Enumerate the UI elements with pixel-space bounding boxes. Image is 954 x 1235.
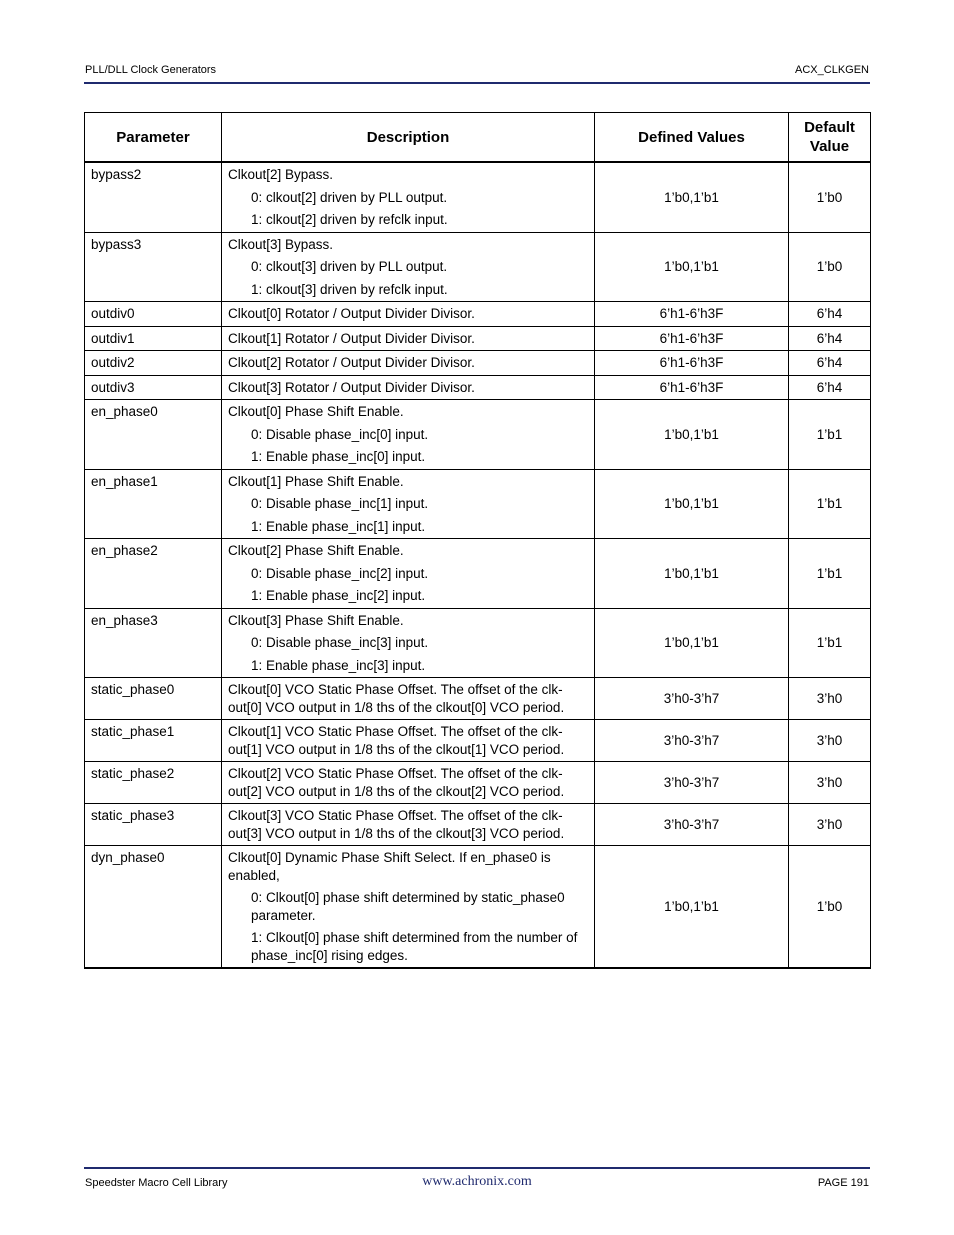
column-header-default-value: Default Value: [789, 113, 871, 163]
table-row: [85, 351, 871, 376]
parameter-name-cell: en_phase2: [85, 539, 222, 609]
defined-values-cell: 1’b0,1’b1: [595, 232, 789, 302]
description-cell: [222, 608, 595, 678]
description-option: 0: Clkout[0] phase shift determined by static_phase0 parameter.: [251, 890, 565, 923]
description-text: Clkout[3] VCO Static Phase Offset. The offset of the clk-out[3] VCO output in 1/8 ths of the clkout[3] VCO period.: [228, 808, 565, 841]
default-value-cell: 6’h4: [789, 375, 871, 400]
description-option: 1: Enable phase_inc[2] input.: [251, 588, 426, 603]
table-row: [85, 608, 871, 678]
table-body: [85, 162, 871, 968]
description-cell: [222, 375, 595, 400]
description-text: Clkout[3] Phase Shift Enable.: [228, 612, 404, 628]
table-row: [85, 804, 871, 846]
footer-rule: [84, 1167, 870, 1169]
table-row: [85, 469, 871, 539]
default-value-cell: 1’b0: [789, 162, 871, 232]
default-value-cell: 3’h0: [789, 720, 871, 762]
parameter-name-cell: outdiv0: [85, 302, 222, 327]
description-text: Clkout[0] Rotator / Output Divider Divisor.: [228, 306, 475, 321]
description-text: Clkout[3] Rotator / Output Divider Divisor.: [228, 379, 475, 395]
description-text: Clkout[1] VCO Static Phase Offset. The offset of the clk-out[1] VCO output in 1/8 ths of the clkout[1] VCO period.: [228, 724, 565, 757]
parameter-name-cell: outdiv2: [85, 351, 222, 376]
footer-page-number: PAGE 191: [817, 1177, 869, 1189]
parameter-name-cell: static_phase3: [85, 804, 222, 846]
defined-values-cell: 6’h1-6’h3F: [595, 302, 789, 327]
parameter-name-cell: static_phase1: [85, 720, 222, 762]
parameter-name-cell: outdiv1: [85, 326, 222, 351]
header-rule: [84, 82, 870, 84]
running-header-section: PLL/DLL Clock Generators: [85, 64, 217, 76]
default-value-cell: 3’h0: [789, 678, 871, 720]
table-row: [85, 539, 871, 609]
table-row: [85, 846, 871, 969]
table-row: [85, 400, 871, 470]
description-cell: [222, 539, 595, 609]
defined-values-cell: 1’b0,1’b1: [595, 400, 789, 470]
description-text: Clkout[0] Dynamic Phase Shift Select. If en_phase0 is enabled,: [228, 850, 551, 883]
footer-website-link[interactable]: www.achronix.com: [422, 1174, 532, 1189]
column-header-defined-values: Defined Values: [595, 113, 789, 163]
parameter-name-cell: outdiv3: [85, 375, 222, 400]
defined-values-cell: 3’h0-3’h7: [595, 678, 789, 720]
parameter-name-cell: en_phase3: [85, 608, 222, 678]
description-cell: [222, 762, 595, 804]
description-text: Clkout[2] Rotator / Output Divider Divisor.: [228, 355, 475, 370]
defined-values-cell: 6’h1-6’h3F: [595, 326, 789, 351]
defined-values-cell: 1’b0,1’b1: [595, 608, 789, 678]
parameter-name-cell: dyn_phase0: [85, 846, 222, 969]
description-option: 0: Disable phase_inc[0] input.: [251, 426, 429, 442]
description-cell: [222, 846, 595, 969]
parameter-name-cell: bypass2: [85, 162, 222, 232]
default-value-cell: 1’b0: [789, 232, 871, 302]
table-row: [85, 375, 871, 400]
description-option: 0: Disable phase_inc[1] input.: [251, 496, 429, 511]
column-header-description: Description: [222, 113, 595, 163]
parameter-name-cell: bypass3: [85, 232, 222, 302]
default-value-cell: 6’h4: [789, 326, 871, 351]
description-option: 1: Enable phase_inc[0] input.: [251, 449, 426, 464]
description-text: Clkout[0] Phase Shift Enable.: [228, 404, 404, 419]
description-text: Clkout[3] Bypass.: [228, 236, 334, 252]
default-value-cell: 6’h4: [789, 351, 871, 376]
description-text: Clkout[2] Bypass.: [228, 167, 334, 182]
description-option: 0: Disable phase_inc[3] input.: [251, 635, 429, 650]
description-option: 0: Disable phase_inc[2] input.: [251, 565, 429, 581]
running-header-macro: ACX_CLKGEN: [795, 64, 869, 76]
parameter-name-cell: static_phase2: [85, 762, 222, 804]
description-cell: [222, 678, 595, 720]
description-cell: [222, 302, 595, 327]
column-header-parameter: Parameter: [85, 113, 222, 163]
description-cell: [222, 400, 595, 470]
table-header-row: [85, 113, 871, 163]
description-text: Clkout[2] Phase Shift Enable.: [228, 543, 404, 558]
defined-values-cell: 3’h0-3’h7: [595, 762, 789, 804]
description-text: Clkout[0] VCO Static Phase Offset. The offset of the clk-out[0] VCO output in 1/8 ths of the clkout[0] VCO period.: [228, 682, 565, 715]
table-row: [85, 162, 871, 232]
description-cell: [222, 469, 595, 539]
default-value-cell: 1’b1: [789, 539, 871, 609]
default-value-cell: 3’h0: [789, 804, 871, 846]
defined-values-cell: 1’b0,1’b1: [595, 469, 789, 539]
default-value-cell: 3’h0: [789, 762, 871, 804]
defined-values-cell: 3’h0-3’h7: [595, 804, 789, 846]
description-option: 1: clkout[3] driven by refclk input.: [251, 281, 448, 297]
defined-values-cell: 3’h0-3’h7: [595, 720, 789, 762]
description-cell: [222, 804, 595, 846]
default-value-cell: 1’b1: [789, 608, 871, 678]
description-text: Clkout[1] Rotator / Output Divider Divisor.: [228, 330, 475, 346]
default-value-cell: 1’b0: [789, 846, 871, 969]
description-cell: [222, 232, 595, 302]
description-option: 0: clkout[2] driven by PLL output.: [251, 189, 448, 205]
description-text: Clkout[1] Phase Shift Enable.: [228, 473, 404, 489]
defined-values-cell: 1’b0,1’b1: [595, 539, 789, 609]
defined-values-cell: 6’h1-6’h3F: [595, 375, 789, 400]
description-cell: [222, 720, 595, 762]
defined-values-cell: 6’h1-6’h3F: [595, 351, 789, 376]
description-cell: [222, 351, 595, 376]
description-cell: [222, 162, 595, 232]
default-value-cell: 6’h4: [789, 302, 871, 327]
parameter-table: [84, 112, 871, 969]
defined-values-cell: 1’b0,1’b1: [595, 162, 789, 232]
table-row: [85, 302, 871, 327]
description-option: 1: Enable phase_inc[3] input.: [251, 657, 426, 673]
description-option: 1: clkout[2] driven by refclk input.: [251, 212, 448, 227]
parameter-name-cell: en_phase0: [85, 400, 222, 470]
table-row: [85, 678, 871, 720]
table-row: [85, 762, 871, 804]
parameter-name-cell: en_phase1: [85, 469, 222, 539]
description-option: 0: clkout[3] driven by PLL output.: [251, 259, 448, 274]
description-option: 1: Enable phase_inc[1] input.: [251, 518, 426, 534]
footer-book-title: Speedster Macro Cell Library: [85, 1177, 228, 1189]
description-text: Clkout[2] VCO Static Phase Offset. The offset of the clk-out[2] VCO output in 1/8 ths of the clkout[2] VCO period.: [228, 766, 565, 799]
description-option: 1: Clkout[0] phase shift determined from the number of phase_inc[0] rising edges.: [251, 930, 578, 963]
default-value-cell: 1’b1: [789, 400, 871, 470]
parameter-name-cell: static_phase0: [85, 678, 222, 720]
table-row: [85, 232, 871, 302]
table-row: [85, 326, 871, 351]
defined-values-cell: 1’b0,1’b1: [595, 846, 789, 969]
description-cell: [222, 326, 595, 351]
default-value-cell: 1’b1: [789, 469, 871, 539]
table-row: [85, 720, 871, 762]
